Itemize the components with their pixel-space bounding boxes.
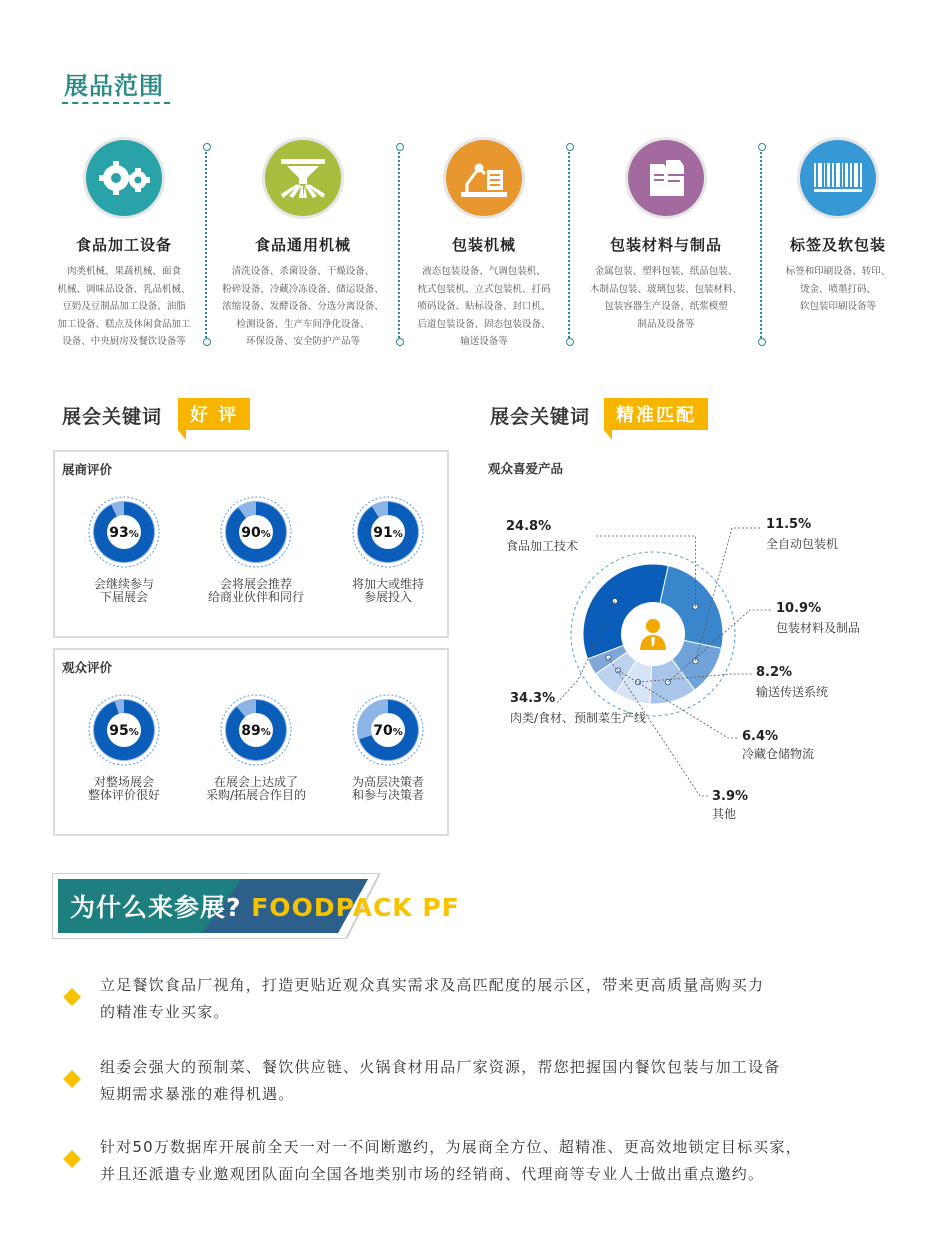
percent-ring (220, 694, 292, 766)
eval-label-line: 对整场展会 (93, 775, 154, 789)
slice-value-label: 6.4% (742, 729, 779, 744)
category-description-line: 枕式包装机、立式包装机、打码 (417, 283, 551, 295)
keyword-header-left (62, 398, 250, 430)
category-name: 包装材料与制品 (609, 236, 722, 254)
eval-label (332, 776, 444, 802)
percent-number: 93 (109, 525, 129, 541)
category-description-line: 后道包装设备、固态包装设备、 (417, 318, 551, 330)
category-description-line: 环保设备、安全防护产品等 (245, 336, 360, 347)
why-paragraph-line: 针对50万数据库开展前全天一对一不间断邀约，为展商全方位、超精准、更高效地锁定目标买家， (100, 1138, 802, 1156)
percent-value (88, 522, 160, 541)
category-column (404, 140, 564, 351)
percent-sign: % (260, 529, 271, 540)
category-description-line: 加工设备、糕点及休闲食品加工 (57, 318, 191, 330)
why-paragraph (100, 1134, 880, 1188)
eval-label-line: 整体评价很好 (87, 788, 160, 802)
slice-name-label: 其他 (712, 807, 737, 821)
percent-value (352, 720, 424, 739)
slice-name-label: 肉类/食材、预制菜生产线 (510, 711, 647, 725)
hopper-icon (265, 140, 341, 216)
barcode-icon (800, 140, 876, 216)
eval-item (200, 496, 312, 604)
percent-number: 89 (241, 723, 261, 739)
diamond-bullet-icon (62, 1149, 82, 1169)
category-description-line: 浓缩设备、发酵设备、分选分离设备、 (222, 301, 384, 312)
why-paragraph-line: 的精准专业买家。 (100, 1003, 230, 1021)
category-description-line: 输送设备等 (460, 336, 508, 347)
slice-name-label: 输送传送系统 (756, 685, 829, 699)
category-description-line: 制品及设备等 (637, 318, 695, 330)
category-column (574, 140, 758, 333)
category-description-line: 软包装印刷设备等 (799, 301, 876, 312)
eval-label (332, 578, 444, 604)
section-title-underline (62, 102, 170, 104)
category-description (210, 263, 396, 351)
percent-sign: % (260, 727, 271, 738)
eval-item (200, 694, 312, 802)
category-description (44, 263, 204, 351)
category-description-line: 液态包装设备、气调包装机、 (422, 266, 546, 277)
category-column (210, 140, 396, 351)
percent-value (220, 720, 292, 739)
percent-number: 70 (373, 723, 393, 739)
keyword-badge: 好 评 (178, 398, 250, 430)
visitor-eval-box (53, 648, 449, 836)
percent-ring (220, 496, 292, 568)
package-icon (628, 140, 704, 216)
slice-value-label: 24.8% (506, 519, 552, 534)
eval-label-line: 和参与决策者 (351, 788, 424, 802)
column-divider (760, 147, 762, 342)
keyword-badge: 精准匹配 (604, 398, 708, 430)
badge-tail (178, 430, 186, 440)
diamond-bullet-icon (62, 1069, 82, 1089)
percent-ring (352, 694, 424, 766)
category-name: 标签及软包装 (789, 236, 886, 254)
eval-label (68, 578, 180, 604)
category-description (574, 263, 758, 333)
slice-value-label: 34.3% (510, 691, 556, 706)
why-title (70, 888, 460, 924)
percent-number: 91 (373, 525, 393, 541)
category-description-line: 设备、中央厨房及餐饮设备等 (62, 336, 186, 347)
column-divider (398, 147, 400, 342)
eval-label-line: 会将展会推荐 (219, 577, 292, 591)
category-description-line: 豆奶及豆制品加工设备、油脂 (62, 301, 186, 312)
percent-number: 95 (109, 723, 129, 739)
diamond-bullet-icon (62, 987, 82, 1007)
category-column (44, 140, 204, 351)
category-description-line: 肉类机械、果蔬机械、面食 (66, 266, 181, 277)
percent-sign: % (392, 529, 403, 540)
eval-item (68, 496, 180, 604)
pie-center (621, 602, 685, 666)
category-column (770, 140, 906, 316)
eval-label-line: 采购/拓展合作目的 (205, 788, 307, 802)
gears-icon (86, 140, 162, 216)
category-name: 食品加工设备 (75, 236, 172, 254)
exhibitor-eval-box (53, 450, 449, 638)
category-description-line: 清洗设备、杀菌设备、干燥设备、 (231, 266, 375, 277)
why-paragraph-line: 立足餐饮食品厂视角，打造更贴近观众真实需求及高匹配度的展示区，带来更高质量高购买力 (100, 976, 765, 994)
slice-marker (693, 659, 698, 664)
category-description-line: 喷码设备、贴标设备、封口机、 (417, 301, 551, 312)
section-title: 展品范围 (64, 72, 164, 100)
category-description-line: 标签和印刷设备、转印、 (785, 266, 891, 277)
eval-label-line: 下届展会 (99, 590, 148, 604)
category-description (770, 263, 906, 316)
why-paragraph-line: 并且还派遣专业邀观团队面向全国各地类别市场的经销商、代理商等专业人士做出重点邀约。 (100, 1165, 765, 1183)
percent-value (220, 522, 292, 541)
category-description-line: 检测设备、生产车间净化设备、 (236, 318, 370, 330)
eval-item (332, 496, 444, 604)
eval-label (200, 578, 312, 604)
badge-tail (604, 430, 612, 440)
category-name: 包装机械 (451, 236, 516, 254)
pie-chart (470, 490, 940, 840)
slice-value-label: 10.9% (776, 601, 822, 616)
robot-arm-icon (446, 140, 522, 216)
why-paragraph-line: 短期需求暴涨的难得机遇。 (100, 1085, 295, 1103)
category-description-line: 金属包装、塑料包装、纸品包装、 (594, 266, 738, 277)
eval-label-line: 给商业伙伴和同行 (207, 590, 304, 604)
eval-label-line: 参展投入 (363, 590, 412, 604)
why-paragraph (100, 1054, 880, 1108)
slice-name-label: 包装材料及制品 (776, 621, 861, 635)
why-title-text: 为什么来参展? (70, 893, 242, 922)
chart-title: 观众喜爱产品 (488, 461, 564, 476)
slice-value-label: 11.5% (766, 517, 812, 532)
eval-label-line: 为高层决策者 (351, 775, 424, 789)
keyword-title: 展会关键词 (490, 406, 591, 428)
column-divider (205, 147, 207, 342)
slice-value-label: 8.2% (756, 665, 793, 680)
eval-label-line: 会继续参与 (93, 577, 154, 591)
slice-name-label: 食品加工技术 (506, 539, 579, 553)
box-title: 观众评价 (62, 660, 113, 675)
percent-number: 90 (241, 525, 261, 541)
eval-label (68, 776, 180, 802)
percent-ring (352, 496, 424, 568)
column-divider (568, 147, 570, 342)
why-paragraph (100, 972, 880, 1026)
eval-item (332, 694, 444, 802)
keyword-header-right (490, 398, 708, 430)
eval-label-line: 将加大或维持 (351, 577, 424, 591)
category-description-line: 粉碎设备、冷藏冷冻设备、储运设备、 (222, 283, 384, 295)
percent-value (352, 522, 424, 541)
eval-item (68, 694, 180, 802)
category-description-line: 木制品包装、玻璃包装、包装材料、 (589, 283, 742, 295)
percent-sign: % (128, 727, 139, 738)
percent-sign: % (128, 529, 139, 540)
why-title-accent: FOODPACK PF (251, 893, 460, 922)
percent-value (88, 720, 160, 739)
category-description (404, 263, 564, 351)
slice-name-label: 全自动包装机 (766, 537, 839, 551)
slice-marker (606, 655, 611, 660)
slice-value-label: 3.9% (712, 789, 749, 804)
eval-label (200, 776, 312, 802)
category-description-line: 包装容器生产设备、纸浆模塑 (604, 301, 728, 312)
box-title: 展商评价 (62, 462, 113, 477)
why-paragraph-line: 组委会强大的预制菜、餐饮供应链、火锅食材用品厂家资源，帮您把握国内餐饮包装与加工设备 (100, 1058, 781, 1076)
category-description-line: 烫金、喷墨打码、 (799, 283, 876, 295)
percent-sign: % (392, 727, 403, 738)
eval-label-line: 在展会上达成了 (213, 775, 298, 789)
keyword-title: 展会关键词 (62, 406, 163, 428)
slice-name-label: 冷藏仓储物流 (742, 747, 815, 761)
percent-ring (88, 496, 160, 568)
category-description-line: 机械、调味品设备、乳品机械、 (57, 283, 191, 295)
percent-ring (88, 694, 160, 766)
category-name: 食品通用机械 (254, 236, 351, 254)
